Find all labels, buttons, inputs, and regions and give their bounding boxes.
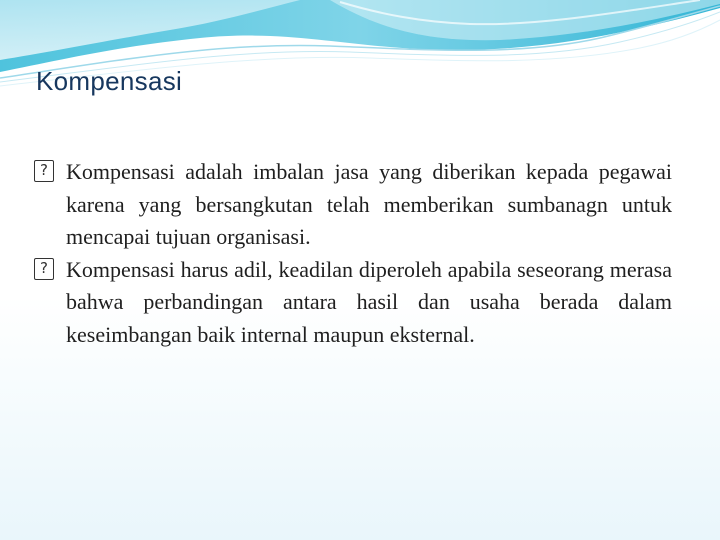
- bullet-item: [34, 254, 672, 352]
- bullet-list: [34, 156, 672, 351]
- missing-glyph-bullet-icon: ?: [34, 160, 54, 182]
- missing-glyph-bullet-icon: ?: [34, 258, 54, 280]
- bullet-text: Kompensasi adalah imbalan jasa yang diberikan kepada pegawai karena yang bersangkutan telah memberikan sumbanagn untuk mencapai tujuan organisasi.: [66, 159, 672, 249]
- slide-title: Kompensasi: [36, 66, 183, 96]
- bullet-item: [34, 156, 672, 254]
- bullet-text: Kompensasi harus adil, keadilan diperoleh apabila seseorang merasa bahwa perbandingan antara hasil dan usaha berada dalam keseimbangan baik internal maupun eksternal.: [66, 256, 672, 347]
